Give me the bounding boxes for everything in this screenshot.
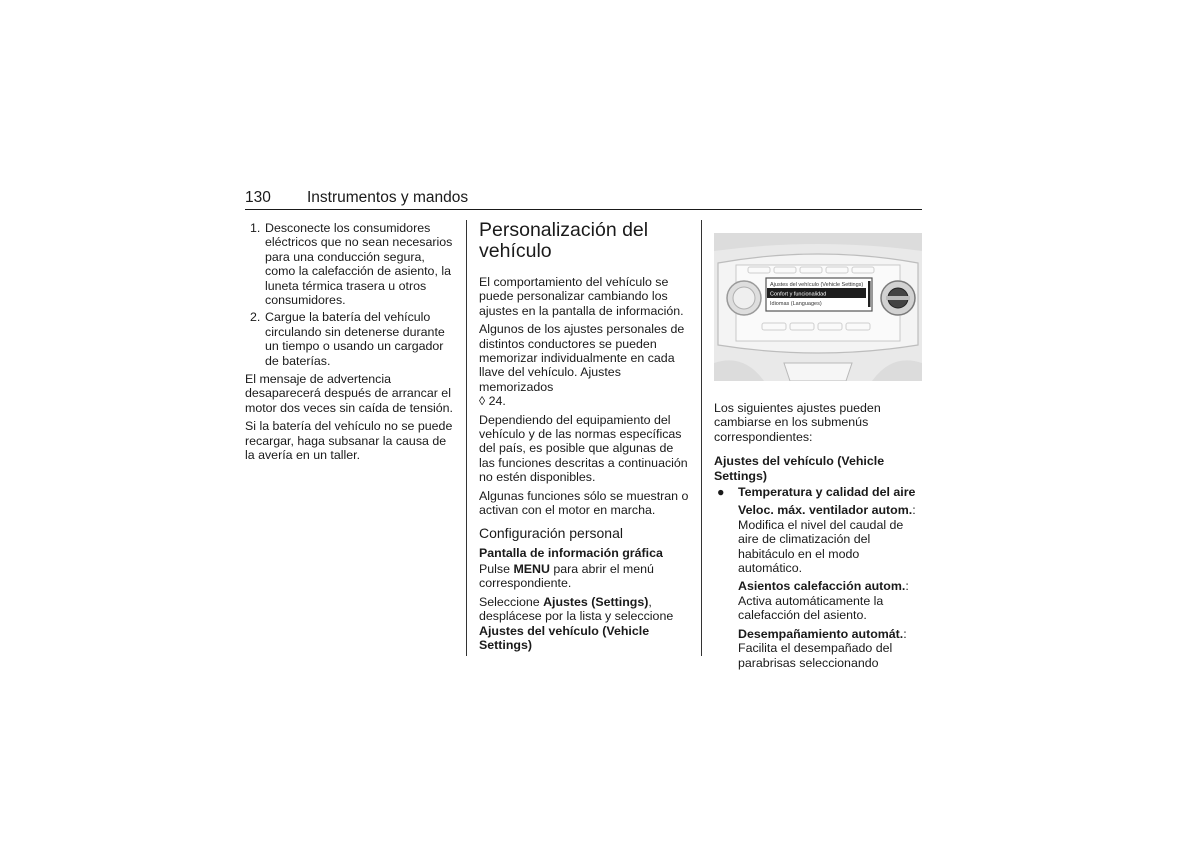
paragraph: Algunas funciones sólo se muestran o activan con el motor en marcha. <box>479 488 689 518</box>
setting-description <box>714 627 926 670</box>
setting-description <box>714 579 926 622</box>
column-left <box>245 221 457 467</box>
paragraph <box>479 595 691 653</box>
paragraph: El comportamiento del vehículo se puede personalizar cambiando los ajustes en la pantalla de información. <box>479 275 684 318</box>
chapter-title: Instrumentos y mandos <box>307 189 469 206</box>
infotainment-panel-illustration <box>714 233 922 381</box>
section-heading: Personalización del vehículo <box>479 219 649 262</box>
paragraph: Dependiendo del equipamiento del vehículo y de las normas específicas del país, es posible que algunas de las funciones descritas a continuación no estén disponibles. <box>479 412 688 485</box>
text: , desplácese por la lista y seleccione <box>479 594 674 624</box>
list-item <box>714 485 926 499</box>
paragraph <box>479 322 691 408</box>
step-text: Desconecte los consumidores eléctricos que no sean necesarios para una conducción segura, como la calefacción de asiento, la luneta térmica trasera u otros consumidores. <box>265 221 453 308</box>
screen-menu-item[interactable]: Idiomas (Languages) <box>770 301 822 307</box>
bullet-icon: ● <box>717 485 725 500</box>
menu-option-name: Ajustes del vehículo (Vehicle Settings) <box>479 623 650 652</box>
paragraph-text: Algunos de los ajustes personales de distintos conductores se pueden memorizar individualmente en cada llave del vehículo. Ajustes memorizados <box>479 322 685 394</box>
panel-drawing <box>714 233 922 381</box>
menu-option-name: Ajustes (Settings) <box>543 594 649 609</box>
step-number: 1. <box>250 221 261 235</box>
column-divider <box>466 220 467 656</box>
list-item <box>245 221 457 307</box>
screen-menu-item[interactable]: Ajustes del vehículo (Vehicle Settings) <box>770 282 864 288</box>
page-reference-link[interactable]: ◊ 24. <box>479 394 506 409</box>
text: Seleccione <box>479 594 544 609</box>
screen-menu-item-selected[interactable]: Confort y funcionalidad <box>770 291 827 298</box>
page-number: 130 <box>245 189 271 206</box>
column-right <box>714 401 926 674</box>
knob-pointer <box>886 296 910 300</box>
screen-scrollbar <box>868 281 871 307</box>
step-text: Cargue la batería del vehículo circulando sin detenerse durante un tiempo o usando un cargador de baterías. <box>265 310 445 368</box>
steps-list <box>245 221 457 368</box>
step-number: 2. <box>250 310 261 325</box>
setting-text: : Facilita el desempañado del parabrisas seleccionando <box>738 626 907 670</box>
setting-name: Desempañamiento automát. <box>738 626 904 641</box>
column-divider <box>701 220 702 656</box>
bullet-text: Temperatura y calidad del aire <box>738 485 916 500</box>
page-header <box>245 189 922 210</box>
setting-description <box>714 503 926 575</box>
setting-name: Veloc. máx. ventilador autom. <box>738 503 913 518</box>
left-knob-cap <box>733 287 755 309</box>
column-middle <box>479 220 691 656</box>
paragraph: El mensaje de advertencia desaparecerá después de arrancar el motor dos veces sin caída de tensión. <box>245 372 454 415</box>
group-heading: Ajustes del vehículo (Vehicle Settings) <box>714 454 885 483</box>
menu-button-name: MENU <box>513 561 550 576</box>
setting-name: Asientos calefacción autom. <box>738 579 906 594</box>
minor-heading: Pantalla de información gráfica <box>479 545 663 560</box>
setting-text: : Modifica el nivel del caudal de aire de climatización del habitáculo en el modo automático. <box>738 503 916 576</box>
text: Pulse <box>479 561 514 576</box>
text: para abrir el menú correspondiente. <box>479 561 654 591</box>
paragraph: Los siguientes ajustes pueden cambiarse en los submenús correspondientes: <box>714 401 881 444</box>
list-item <box>245 310 457 368</box>
subsection-heading: Configuración personal <box>479 524 623 541</box>
paragraph: Si la batería del vehículo no se puede recargar, haga subsanar la causa de la avería en un taller. <box>245 419 453 463</box>
setting-text: : Activa automáticamente la calefacción del asiento. <box>738 579 909 623</box>
paragraph <box>479 562 691 591</box>
vent-outline <box>784 363 852 381</box>
